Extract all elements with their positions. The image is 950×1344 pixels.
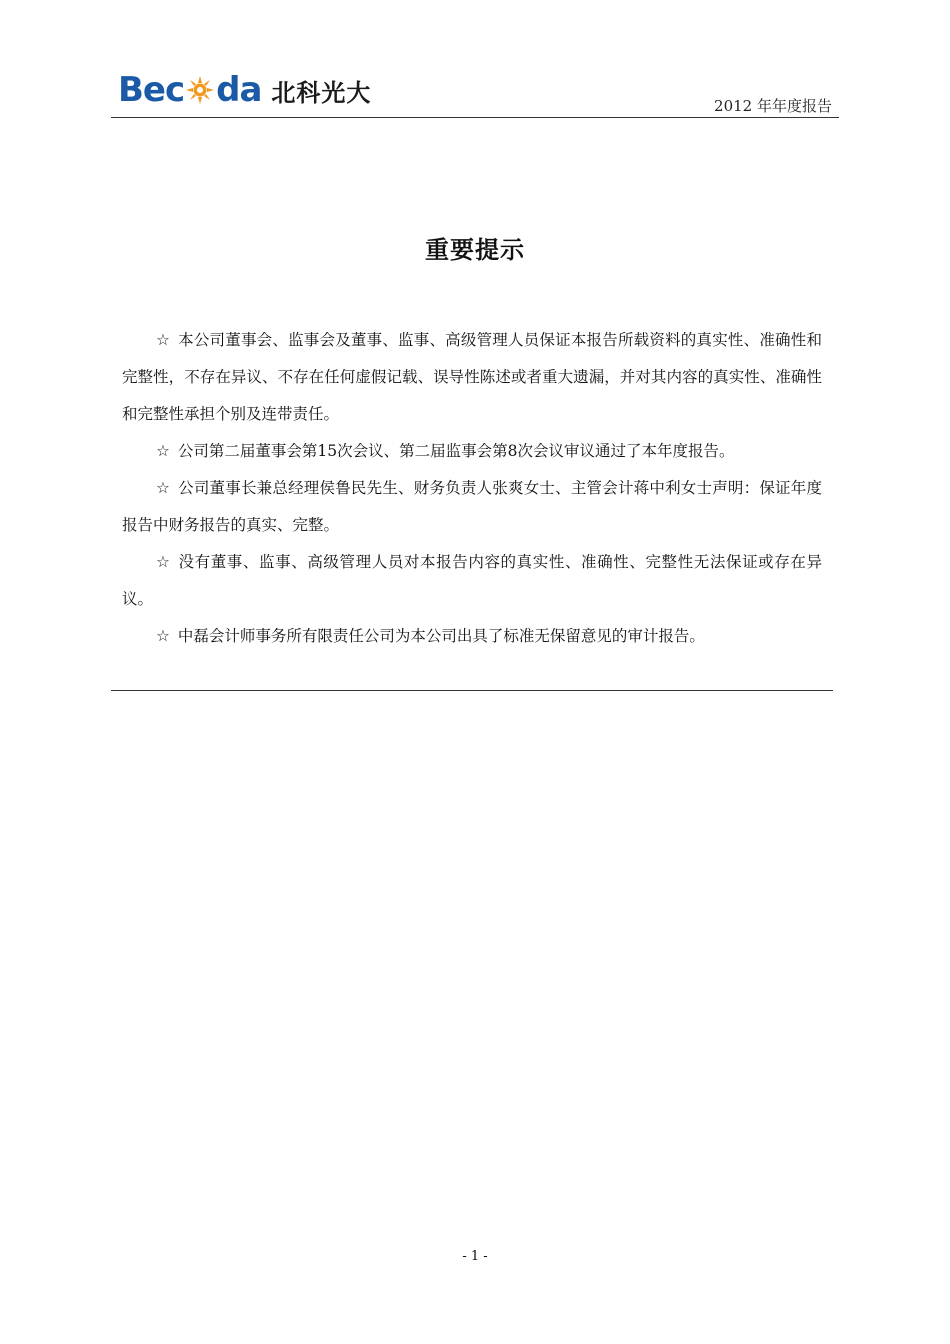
notice-item	[122, 544, 822, 618]
star-icon: ☆	[156, 331, 171, 349]
star-icon: ☆	[156, 553, 171, 571]
notice-text: 公司第二届董事会第15次会议、第二届监事会第8次会议审议通过了本年度报告。	[177, 442, 735, 460]
star-icon: ☆	[156, 442, 170, 460]
notice-text: 本公司董事会、监事会及董事、监事、高级管理人员保证本报告所载资料的真实性、准确性和完整性，不存在异议、不存在任何虚假记载、误导性陈述或者重大遗漏，并对其内容的真实性、准确性和完整性承担个别及连带责任。	[122, 331, 822, 423]
section-divider	[111, 690, 833, 691]
logo-text-start: Bec	[118, 70, 185, 110]
page-number: - 1 -	[462, 1249, 488, 1264]
notice-text: 公司董事长兼总经理侯鲁民先生、财务负责人张爽女士、主管会计蒋中利女士声明：保证年度报告中财务报告的真实、完整。	[122, 479, 822, 534]
notice-item	[122, 470, 822, 544]
star-icon: ☆	[156, 479, 171, 497]
star-icon: ☆	[156, 627, 170, 645]
page-title: 重要提示	[425, 236, 525, 264]
notice-text: 没有董事、监事、高级管理人员对本报告内容的真实性、准确性、完整性无法保证或存在异议。	[122, 553, 822, 608]
notice-item	[122, 433, 822, 470]
header-divider	[111, 117, 839, 118]
logo-chinese-name: 北科光大	[271, 78, 372, 107]
notice-item	[122, 322, 822, 433]
logo-wordmark	[118, 70, 261, 110]
logo-text-end: da	[216, 70, 262, 110]
sun-icon	[185, 75, 215, 105]
company-logo	[118, 70, 371, 110]
notice-list	[122, 322, 822, 655]
notice-text: 中磊会计师事务所有限责任公司为本公司出具了标准无保留意见的审计报告。	[177, 627, 705, 645]
report-title: 2012 年年度报告	[714, 97, 832, 115]
notice-item	[122, 618, 822, 655]
